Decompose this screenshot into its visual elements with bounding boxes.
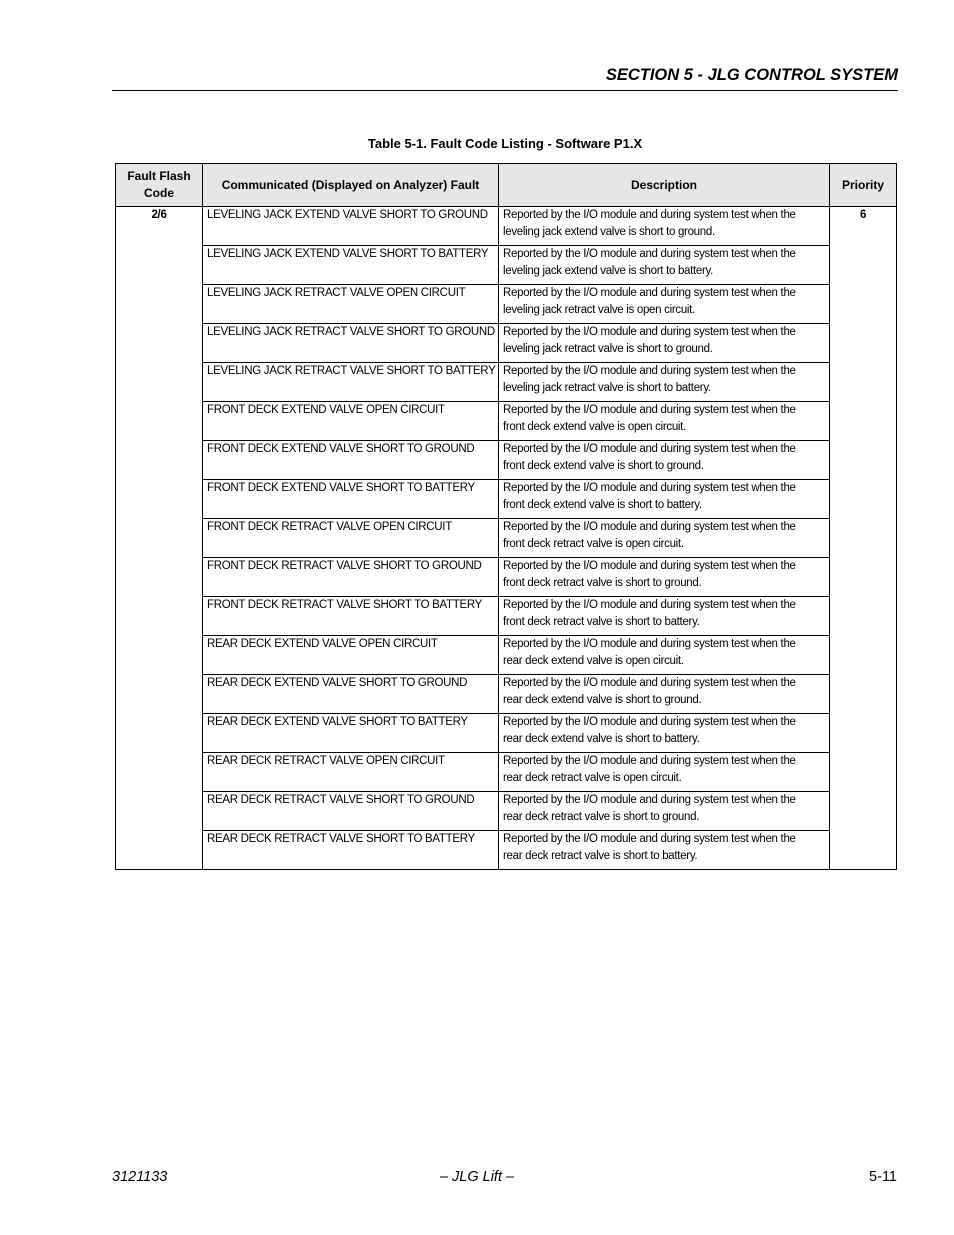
description-cell xyxy=(499,753,830,792)
table-row xyxy=(116,285,897,324)
fault-name-cell: REAR DECK RETRACT VALVE SHORT TO BATTERY xyxy=(203,831,499,870)
fault-name-cell: FRONT DECK EXTEND VALVE OPEN CIRCUIT xyxy=(203,402,499,441)
description-cell xyxy=(499,831,830,870)
table-row xyxy=(116,714,897,753)
description-line: rear deck extend valve is open circuit. xyxy=(503,655,684,667)
description-line: front deck retract valve is open circuit. xyxy=(503,538,684,550)
description-cell xyxy=(499,285,830,324)
fault-name-cell: REAR DECK EXTEND VALVE SHORT TO BATTERY xyxy=(203,714,499,753)
description-cell xyxy=(499,441,830,480)
table-body xyxy=(116,207,897,870)
description-line: Reported by the I/O module and during system test when the xyxy=(503,599,796,611)
column-header-fault: Communicated (Displayed on Analyzer) Fault xyxy=(203,164,499,207)
fault-name-cell: FRONT DECK RETRACT VALVE SHORT TO BATTERY xyxy=(203,597,499,636)
fault-name-cell: LEVELING JACK RETRACT VALVE SHORT TO BATTERY xyxy=(203,363,499,402)
table-header-row xyxy=(116,164,897,207)
table-row xyxy=(116,402,897,441)
description-line: rear deck retract valve is open circuit. xyxy=(503,772,682,784)
section-header xyxy=(112,64,898,91)
description-line: leveling jack retract valve is open circuit. xyxy=(503,304,695,316)
description-line: leveling jack retract valve is short to battery. xyxy=(503,382,711,394)
fault-name-cell: REAR DECK RETRACT VALVE OPEN CIRCUIT xyxy=(203,753,499,792)
description-cell xyxy=(499,792,830,831)
description-line: leveling jack extend valve is short to battery. xyxy=(503,265,714,277)
table-row xyxy=(116,831,897,870)
footer-page-number: 5-11 xyxy=(869,1169,897,1185)
column-header-code-line2: Code xyxy=(144,186,174,200)
description-line: Reported by the I/O module and during system test when the xyxy=(503,248,796,260)
description-line: Reported by the I/O module and during system test when the xyxy=(503,638,796,650)
description-cell xyxy=(499,363,830,402)
description-line: rear deck retract valve is short to battery. xyxy=(503,850,698,862)
footer-publisher: – JLG Lift – xyxy=(439,1169,515,1185)
description-line: Reported by the I/O module and during system test when the xyxy=(503,209,796,221)
description-line: front deck extend valve is short to ground. xyxy=(503,460,704,472)
column-header-priority: Priority xyxy=(830,164,897,207)
description-cell xyxy=(499,636,830,675)
table-row xyxy=(116,363,897,402)
description-cell xyxy=(499,207,830,246)
footer-doc-number: 3121133 xyxy=(112,1169,168,1185)
description-cell xyxy=(499,675,830,714)
description-line: Reported by the I/O module and during system test when the xyxy=(503,794,796,806)
table-row xyxy=(116,519,897,558)
description-line: rear deck extend valve is short to battery. xyxy=(503,733,700,745)
description-line: Reported by the I/O module and during system test when the xyxy=(503,287,796,299)
description-line: front deck retract valve is short to battery. xyxy=(503,616,700,628)
table-title: Table 5-1. Fault Code Listing - Software P1.X xyxy=(367,136,643,151)
description-cell xyxy=(499,324,830,363)
table-row xyxy=(116,441,897,480)
column-header-fault-flash-code xyxy=(116,164,203,207)
fault-name-cell: FRONT DECK EXTEND VALVE SHORT TO GROUND xyxy=(203,441,499,480)
description-cell xyxy=(499,402,830,441)
fault-name-cell: LEVELING JACK RETRACT VALVE OPEN CIRCUIT xyxy=(203,285,499,324)
table-row xyxy=(116,558,897,597)
table-row xyxy=(116,636,897,675)
fault-name-cell: FRONT DECK EXTEND VALVE SHORT TO BATTERY xyxy=(203,480,499,519)
description-cell xyxy=(499,558,830,597)
table-row xyxy=(116,792,897,831)
fault-name-cell: REAR DECK RETRACT VALVE SHORT TO GROUND xyxy=(203,792,499,831)
table-row xyxy=(116,246,897,285)
description-line: front deck extend valve is open circuit. xyxy=(503,421,686,433)
description-line: Reported by the I/O module and during system test when the xyxy=(503,716,796,728)
fault-name-cell: LEVELING JACK RETRACT VALVE SHORT TO GROUND xyxy=(203,324,499,363)
description-cell xyxy=(499,714,830,753)
description-line: rear deck retract valve is short to ground. xyxy=(503,811,700,823)
table-row xyxy=(116,324,897,363)
description-line: Reported by the I/O module and during system test when the xyxy=(503,443,796,455)
section-title: SECTION 5 - JLG CONTROL SYSTEM xyxy=(605,66,898,84)
table-row xyxy=(116,753,897,792)
description-cell xyxy=(499,519,830,558)
column-header-code-line1: Fault Flash xyxy=(127,169,191,183)
table-row xyxy=(116,675,897,714)
fault-name-cell: REAR DECK EXTEND VALVE OPEN CIRCUIT xyxy=(203,636,499,675)
description-cell xyxy=(499,246,830,285)
description-line: Reported by the I/O module and during system test when the xyxy=(503,833,796,845)
fault-name-cell: LEVELING JACK EXTEND VALVE SHORT TO BATTERY xyxy=(203,246,499,285)
description-cell xyxy=(499,480,830,519)
fault-name-cell: FRONT DECK RETRACT VALVE OPEN CIRCUIT xyxy=(203,519,499,558)
description-line: front deck extend valve is short to battery. xyxy=(503,499,702,511)
column-header-description: Description xyxy=(499,164,830,207)
priority-cell: 6 xyxy=(830,207,897,870)
description-line: Reported by the I/O module and during system test when the xyxy=(503,521,796,533)
description-line: leveling jack retract valve is short to ground. xyxy=(503,343,713,355)
fault-name-cell: LEVELING JACK EXTEND VALVE SHORT TO GROUND xyxy=(203,207,499,246)
description-line: leveling jack extend valve is short to ground. xyxy=(503,226,715,238)
fault-flash-code-cell: 2/6 xyxy=(116,207,203,870)
description-line: Reported by the I/O module and during system test when the xyxy=(503,755,796,767)
fault-name-cell: REAR DECK EXTEND VALVE SHORT TO GROUND xyxy=(203,675,499,714)
description-line: Reported by the I/O module and during system test when the xyxy=(503,365,796,377)
fault-name-cell: FRONT DECK RETRACT VALVE SHORT TO GROUND xyxy=(203,558,499,597)
fault-code-table xyxy=(115,163,897,870)
description-line: front deck retract valve is short to ground. xyxy=(503,577,702,589)
table-row xyxy=(116,597,897,636)
description-line: rear deck extend valve is short to ground. xyxy=(503,694,702,706)
table-row xyxy=(116,480,897,519)
description-line: Reported by the I/O module and during system test when the xyxy=(503,677,796,689)
description-line: Reported by the I/O module and during system test when the xyxy=(503,404,796,416)
description-line: Reported by the I/O module and during system test when the xyxy=(503,482,796,494)
table-row xyxy=(116,207,897,246)
description-line: Reported by the I/O module and during system test when the xyxy=(503,560,796,572)
description-cell xyxy=(499,597,830,636)
description-line: Reported by the I/O module and during system test when the xyxy=(503,326,796,338)
